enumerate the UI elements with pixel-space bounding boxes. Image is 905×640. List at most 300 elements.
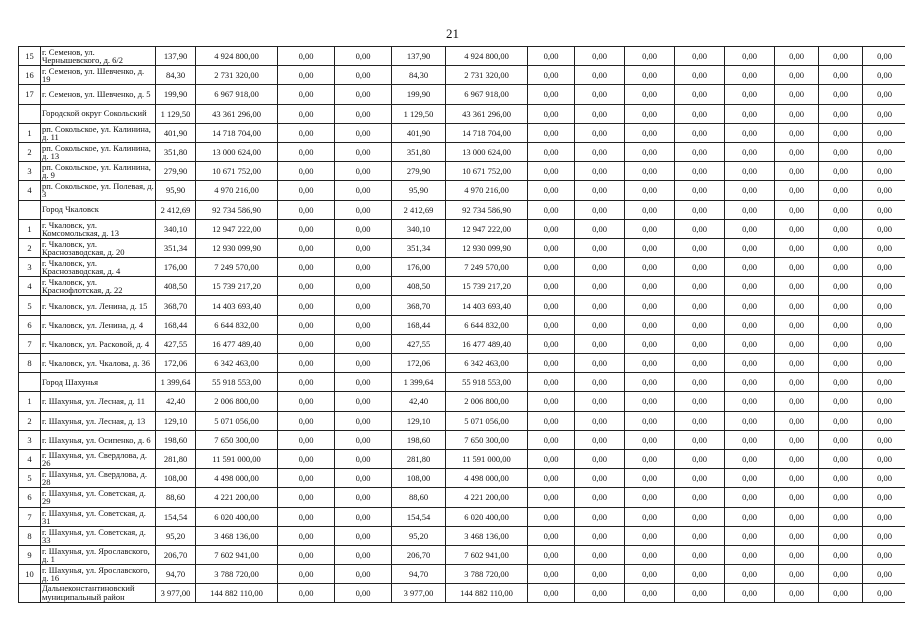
- value-cell: 10 671 752,00: [196, 162, 278, 181]
- value-cell: 0,00: [335, 181, 392, 200]
- value-cell: 0,00: [278, 162, 335, 181]
- value-cell: 0,00: [863, 258, 905, 277]
- value-cell: 176,00: [392, 258, 446, 277]
- value-cell: 0,00: [278, 258, 335, 277]
- value-cell: 0,00: [819, 565, 863, 584]
- value-cell: 0,00: [335, 142, 392, 161]
- value-cell: 0,00: [278, 104, 335, 123]
- table-row: [19, 430, 905, 449]
- value-cell: 0,00: [528, 488, 575, 507]
- value-cell: 0,00: [819, 507, 863, 526]
- table-row: [19, 85, 905, 104]
- value-cell: 0,00: [575, 238, 625, 257]
- address-cell: г. Шахунья, ул. Лесная, д. 13: [41, 411, 156, 430]
- value-cell: 92 734 586,90: [446, 200, 528, 219]
- value-cell: 0,00: [335, 584, 392, 603]
- value-cell: 168,44: [392, 315, 446, 334]
- row-number-cell: 15: [19, 47, 41, 66]
- row-number-cell: 2: [19, 142, 41, 161]
- value-cell: 0,00: [528, 354, 575, 373]
- value-cell: 0,00: [863, 488, 905, 507]
- value-cell: 4 924 800,00: [446, 47, 528, 66]
- value-cell: 0,00: [625, 315, 675, 334]
- value-cell: 95,20: [156, 526, 196, 545]
- value-cell: 0,00: [625, 507, 675, 526]
- value-cell: 0,00: [335, 392, 392, 411]
- value-cell: 206,70: [392, 545, 446, 564]
- value-cell: 0,00: [675, 373, 725, 392]
- address-cell: г. Шахунья, ул. Осипенко, д. 6: [41, 430, 156, 449]
- address-cell: г. Шахунья, ул. Советская, д. 33: [41, 526, 156, 545]
- table-row: [19, 469, 905, 488]
- value-cell: 0,00: [528, 430, 575, 449]
- value-cell: 0,00: [528, 296, 575, 315]
- value-cell: 4 221 200,00: [196, 488, 278, 507]
- value-cell: 55 918 553,00: [196, 373, 278, 392]
- row-number-cell: 3: [19, 258, 41, 277]
- row-number-cell: 1: [19, 123, 41, 142]
- value-cell: 6 967 918,00: [196, 85, 278, 104]
- value-cell: 408,50: [156, 277, 196, 296]
- value-cell: 0,00: [528, 392, 575, 411]
- value-cell: 0,00: [278, 142, 335, 161]
- value-cell: 0,00: [725, 142, 775, 161]
- value-cell: 0,00: [775, 565, 819, 584]
- address-cell: рп. Сокольское, ул. Калинина, д. 11: [41, 123, 156, 142]
- municipality-cell: Дальнеконстантиновский муниципальный район: [41, 584, 156, 603]
- row-number-cell: 6: [19, 488, 41, 507]
- value-cell: 0,00: [278, 488, 335, 507]
- value-cell: 0,00: [575, 507, 625, 526]
- value-cell: 0,00: [775, 66, 819, 85]
- value-cell: 0,00: [278, 85, 335, 104]
- value-cell: 7 650 300,00: [446, 430, 528, 449]
- value-cell: 0,00: [775, 315, 819, 334]
- value-cell: 172,06: [156, 354, 196, 373]
- value-cell: 0,00: [819, 200, 863, 219]
- value-cell: 0,00: [335, 277, 392, 296]
- value-cell: 0,00: [528, 181, 575, 200]
- row-number-cell: [19, 584, 41, 603]
- value-cell: 0,00: [575, 488, 625, 507]
- value-cell: 0,00: [278, 315, 335, 334]
- value-cell: 0,00: [575, 296, 625, 315]
- value-cell: 0,00: [775, 219, 819, 238]
- value-cell: 0,00: [528, 66, 575, 85]
- value-cell: 0,00: [725, 449, 775, 468]
- value-cell: 281,80: [156, 449, 196, 468]
- row-number-cell: 2: [19, 238, 41, 257]
- row-number-cell: [19, 200, 41, 219]
- value-cell: 0,00: [575, 354, 625, 373]
- value-cell: 0,00: [819, 449, 863, 468]
- value-cell: 3 788 720,00: [196, 565, 278, 584]
- value-cell: 0,00: [625, 565, 675, 584]
- value-cell: 0,00: [675, 85, 725, 104]
- value-cell: 0,00: [675, 545, 725, 564]
- row-number-cell: 10: [19, 565, 41, 584]
- value-cell: 7 249 570,00: [446, 258, 528, 277]
- value-cell: 0,00: [278, 469, 335, 488]
- value-cell: 0,00: [675, 507, 725, 526]
- value-cell: 0,00: [625, 123, 675, 142]
- value-cell: 11 591 000,00: [446, 449, 528, 468]
- value-cell: 0,00: [819, 47, 863, 66]
- row-number-cell: 8: [19, 526, 41, 545]
- row-number-cell: 7: [19, 507, 41, 526]
- value-cell: 0,00: [625, 545, 675, 564]
- table-row: [19, 219, 905, 238]
- value-cell: 0,00: [625, 181, 675, 200]
- value-cell: 0,00: [819, 296, 863, 315]
- value-cell: 0,00: [528, 507, 575, 526]
- value-cell: 0,00: [725, 238, 775, 257]
- value-cell: 0,00: [675, 469, 725, 488]
- municipality-cell: Городской округ Сокольский: [41, 104, 156, 123]
- value-cell: 0,00: [278, 565, 335, 584]
- value-cell: 95,90: [156, 181, 196, 200]
- value-cell: 2 731 320,00: [446, 66, 528, 85]
- value-cell: 0,00: [625, 392, 675, 411]
- value-cell: 0,00: [278, 296, 335, 315]
- value-cell: 0,00: [725, 392, 775, 411]
- value-cell: 0,00: [528, 47, 575, 66]
- value-cell: 0,00: [819, 219, 863, 238]
- table-row: [19, 392, 905, 411]
- address-cell: г. Чкаловск, ул. Ленина, д. 15: [41, 296, 156, 315]
- value-cell: 43 361 296,00: [446, 104, 528, 123]
- value-cell: 0,00: [575, 85, 625, 104]
- value-cell: 0,00: [575, 545, 625, 564]
- value-cell: 0,00: [528, 142, 575, 161]
- value-cell: 0,00: [863, 47, 905, 66]
- value-cell: 0,00: [675, 200, 725, 219]
- table-row: [19, 66, 905, 85]
- table-group-row: [19, 200, 905, 219]
- table-row: [19, 354, 905, 373]
- value-cell: 0,00: [725, 181, 775, 200]
- table-row: [19, 258, 905, 277]
- value-cell: 0,00: [775, 545, 819, 564]
- value-cell: 368,70: [156, 296, 196, 315]
- row-number-cell: 5: [19, 469, 41, 488]
- value-cell: 0,00: [819, 392, 863, 411]
- value-cell: 95,90: [392, 181, 446, 200]
- value-cell: 0,00: [278, 47, 335, 66]
- value-cell: 84,30: [156, 66, 196, 85]
- value-cell: 6 644 832,00: [446, 315, 528, 334]
- value-cell: 0,00: [625, 162, 675, 181]
- address-cell: г. Семенов, ул. Шевченко, д. 5: [41, 85, 156, 104]
- value-cell: 0,00: [819, 104, 863, 123]
- value-cell: 3 468 136,00: [446, 526, 528, 545]
- value-cell: 0,00: [775, 584, 819, 603]
- value-cell: 7 650 300,00: [196, 430, 278, 449]
- address-cell: г. Чкаловск, ул. Комсомольская, д. 13: [41, 219, 156, 238]
- value-cell: 0,00: [863, 85, 905, 104]
- value-cell: 88,60: [392, 488, 446, 507]
- value-cell: 0,00: [575, 565, 625, 584]
- value-cell: 0,00: [863, 66, 905, 85]
- value-cell: 4 498 000,00: [196, 469, 278, 488]
- value-cell: 0,00: [528, 277, 575, 296]
- value-cell: 0,00: [819, 162, 863, 181]
- value-cell: 0,00: [725, 488, 775, 507]
- value-cell: 0,00: [819, 238, 863, 257]
- value-cell: 42,40: [392, 392, 446, 411]
- value-cell: 351,34: [392, 238, 446, 257]
- value-cell: 129,10: [156, 411, 196, 430]
- value-cell: 0,00: [675, 181, 725, 200]
- address-cell: г. Шахунья, ул. Лесная, д. 11: [41, 392, 156, 411]
- value-cell: 0,00: [278, 354, 335, 373]
- value-cell: 0,00: [625, 526, 675, 545]
- value-cell: 13 000 624,00: [446, 142, 528, 161]
- value-cell: 95,20: [392, 526, 446, 545]
- value-cell: 0,00: [575, 123, 625, 142]
- value-cell: 0,00: [278, 123, 335, 142]
- value-cell: 4 924 800,00: [196, 47, 278, 66]
- value-cell: 0,00: [775, 430, 819, 449]
- value-cell: 0,00: [625, 469, 675, 488]
- value-cell: 0,00: [675, 162, 725, 181]
- table-row: [19, 449, 905, 468]
- value-cell: 0,00: [775, 200, 819, 219]
- value-cell: 42,40: [156, 392, 196, 411]
- value-cell: 11 591 000,00: [196, 449, 278, 468]
- value-cell: 0,00: [863, 315, 905, 334]
- table-group-row: [19, 584, 905, 603]
- value-cell: 427,55: [156, 334, 196, 353]
- value-cell: 0,00: [675, 354, 725, 373]
- value-cell: 0,00: [725, 526, 775, 545]
- value-cell: 0,00: [278, 411, 335, 430]
- address-cell: г. Чкаловск, ул. Краснофлотская, д. 22: [41, 277, 156, 296]
- value-cell: 0,00: [575, 469, 625, 488]
- value-cell: 0,00: [819, 584, 863, 603]
- value-cell: 0,00: [725, 373, 775, 392]
- value-cell: 0,00: [863, 123, 905, 142]
- value-cell: 0,00: [775, 258, 819, 277]
- value-cell: 0,00: [725, 507, 775, 526]
- municipality-cell: Город Шахунья: [41, 373, 156, 392]
- value-cell: 0,00: [819, 411, 863, 430]
- value-cell: 0,00: [335, 258, 392, 277]
- value-cell: 0,00: [863, 526, 905, 545]
- table-group-row: [19, 104, 905, 123]
- value-cell: 0,00: [725, 565, 775, 584]
- row-number-cell: 17: [19, 85, 41, 104]
- value-cell: 0,00: [335, 296, 392, 315]
- value-cell: 5 071 056,00: [446, 411, 528, 430]
- value-cell: 0,00: [863, 296, 905, 315]
- table-body: [19, 47, 905, 603]
- value-cell: 0,00: [528, 238, 575, 257]
- value-cell: 0,00: [863, 162, 905, 181]
- value-cell: 5 071 056,00: [196, 411, 278, 430]
- value-cell: 0,00: [863, 449, 905, 468]
- value-cell: 12 930 099,90: [196, 238, 278, 257]
- table-row: [19, 488, 905, 507]
- value-cell: 6 342 463,00: [196, 354, 278, 373]
- value-cell: 0,00: [725, 334, 775, 353]
- value-cell: 0,00: [528, 85, 575, 104]
- value-cell: 0,00: [625, 334, 675, 353]
- value-cell: 0,00: [725, 296, 775, 315]
- value-cell: 427,55: [392, 334, 446, 353]
- value-cell: 199,90: [156, 85, 196, 104]
- value-cell: 0,00: [725, 354, 775, 373]
- value-cell: 6 342 463,00: [446, 354, 528, 373]
- value-cell: 0,00: [335, 85, 392, 104]
- value-cell: 0,00: [775, 488, 819, 507]
- value-cell: 0,00: [675, 296, 725, 315]
- value-cell: 0,00: [528, 545, 575, 564]
- value-cell: 0,00: [863, 507, 905, 526]
- value-cell: 0,00: [335, 565, 392, 584]
- address-cell: г. Семенов, ул. Шевченко, д. 19: [41, 66, 156, 85]
- value-cell: 0,00: [863, 142, 905, 161]
- value-cell: 0,00: [278, 507, 335, 526]
- value-cell: 0,00: [819, 469, 863, 488]
- address-cell: г. Шахунья, ул. Советская, д. 29: [41, 488, 156, 507]
- row-number-cell: [19, 104, 41, 123]
- value-cell: 0,00: [775, 277, 819, 296]
- table-row: [19, 545, 905, 564]
- value-cell: 0,00: [863, 411, 905, 430]
- value-cell: 14 403 693,40: [196, 296, 278, 315]
- value-cell: 0,00: [625, 47, 675, 66]
- value-cell: 0,00: [775, 123, 819, 142]
- value-cell: 0,00: [775, 526, 819, 545]
- value-cell: 0,00: [575, 411, 625, 430]
- value-cell: 2 731 320,00: [196, 66, 278, 85]
- value-cell: 0,00: [335, 488, 392, 507]
- value-cell: 144 882 110,00: [446, 584, 528, 603]
- value-cell: 0,00: [725, 469, 775, 488]
- value-cell: 0,00: [675, 66, 725, 85]
- value-cell: 0,00: [863, 277, 905, 296]
- value-cell: 129,10: [392, 411, 446, 430]
- value-cell: 137,90: [392, 47, 446, 66]
- value-cell: 43 361 296,00: [196, 104, 278, 123]
- value-cell: 0,00: [775, 469, 819, 488]
- value-cell: 0,00: [278, 545, 335, 564]
- value-cell: 401,90: [392, 123, 446, 142]
- value-cell: 2 412,69: [392, 200, 446, 219]
- value-cell: 0,00: [775, 373, 819, 392]
- value-cell: 0,00: [863, 469, 905, 488]
- value-cell: 0,00: [775, 47, 819, 66]
- row-number-cell: 4: [19, 277, 41, 296]
- value-cell: 0,00: [625, 85, 675, 104]
- value-cell: 0,00: [725, 47, 775, 66]
- value-cell: 0,00: [625, 373, 675, 392]
- value-cell: 0,00: [528, 469, 575, 488]
- value-cell: 0,00: [725, 123, 775, 142]
- value-cell: 0,00: [528, 584, 575, 603]
- address-cell: г. Чкаловск, ул. Краснозаводская, д. 20: [41, 238, 156, 257]
- address-cell: г. Шахунья, ул. Свердлова, д. 26: [41, 449, 156, 468]
- value-cell: 0,00: [775, 354, 819, 373]
- value-cell: 0,00: [575, 219, 625, 238]
- row-number-cell: 3: [19, 430, 41, 449]
- page-number: 21: [446, 26, 459, 41]
- value-cell: 0,00: [335, 219, 392, 238]
- value-cell: 0,00: [675, 488, 725, 507]
- address-cell: рп. Сокольское, ул. Полевая, д. 3: [42, 181, 154, 200]
- value-cell: 0,00: [575, 584, 625, 603]
- value-cell: 2 006 800,00: [196, 392, 278, 411]
- value-cell: 55 918 553,00: [446, 373, 528, 392]
- value-cell: 0,00: [528, 123, 575, 142]
- value-cell: 154,54: [392, 507, 446, 526]
- value-cell: 2 412,69: [156, 200, 196, 219]
- value-cell: 0,00: [863, 238, 905, 257]
- value-cell: 0,00: [528, 162, 575, 181]
- row-number-cell: 3: [19, 162, 41, 181]
- value-cell: 0,00: [625, 142, 675, 161]
- value-cell: 0,00: [335, 526, 392, 545]
- row-number-cell: 6: [19, 315, 41, 334]
- value-cell: 0,00: [863, 334, 905, 353]
- value-cell: 12 930 099,90: [446, 238, 528, 257]
- address-cell: г. Чкаловск, ул. Расковой, д. 4: [41, 334, 156, 353]
- value-cell: 0,00: [725, 104, 775, 123]
- municipality-cell: Город Чкаловск: [41, 200, 156, 219]
- value-cell: 0,00: [863, 373, 905, 392]
- value-cell: 0,00: [335, 430, 392, 449]
- value-cell: 14 403 693,40: [446, 296, 528, 315]
- address-cell: рп. Сокольское, ул. Калинина, д. 9: [41, 162, 156, 181]
- value-cell: 0,00: [278, 526, 335, 545]
- value-cell: 0,00: [725, 584, 775, 603]
- value-cell: 0,00: [278, 334, 335, 353]
- value-cell: 206,70: [156, 545, 196, 564]
- value-cell: 401,90: [156, 123, 196, 142]
- table-row: [19, 507, 905, 526]
- table-group-row: [19, 373, 905, 392]
- value-cell: 0,00: [335, 238, 392, 257]
- row-number-cell: 4: [19, 181, 41, 200]
- value-cell: 0,00: [725, 162, 775, 181]
- address-cell: г. Шахунья, ул. Ярославского, д. 16: [41, 565, 156, 584]
- value-cell: 0,00: [775, 392, 819, 411]
- value-cell: 0,00: [625, 66, 675, 85]
- row-number-cell: 16: [19, 66, 41, 85]
- value-cell: 0,00: [819, 85, 863, 104]
- value-cell: 0,00: [528, 200, 575, 219]
- table-row: [19, 526, 905, 545]
- value-cell: 0,00: [863, 104, 905, 123]
- value-cell: 0,00: [725, 545, 775, 564]
- row-number-cell: 1: [19, 219, 41, 238]
- value-cell: 0,00: [528, 526, 575, 545]
- value-cell: 0,00: [625, 449, 675, 468]
- value-cell: 154,54: [156, 507, 196, 526]
- row-number-cell: 2: [19, 411, 41, 430]
- value-cell: 408,50: [392, 277, 446, 296]
- table-row: [19, 142, 905, 161]
- value-cell: 0,00: [725, 315, 775, 334]
- value-cell: 0,00: [725, 411, 775, 430]
- address-cell: г. Шахунья, ул. Советская, д. 31: [41, 507, 156, 526]
- value-cell: 0,00: [625, 277, 675, 296]
- value-cell: 0,00: [775, 296, 819, 315]
- value-cell: 3 468 136,00: [196, 526, 278, 545]
- capital-repair-table: [18, 46, 905, 603]
- value-cell: 0,00: [675, 565, 725, 584]
